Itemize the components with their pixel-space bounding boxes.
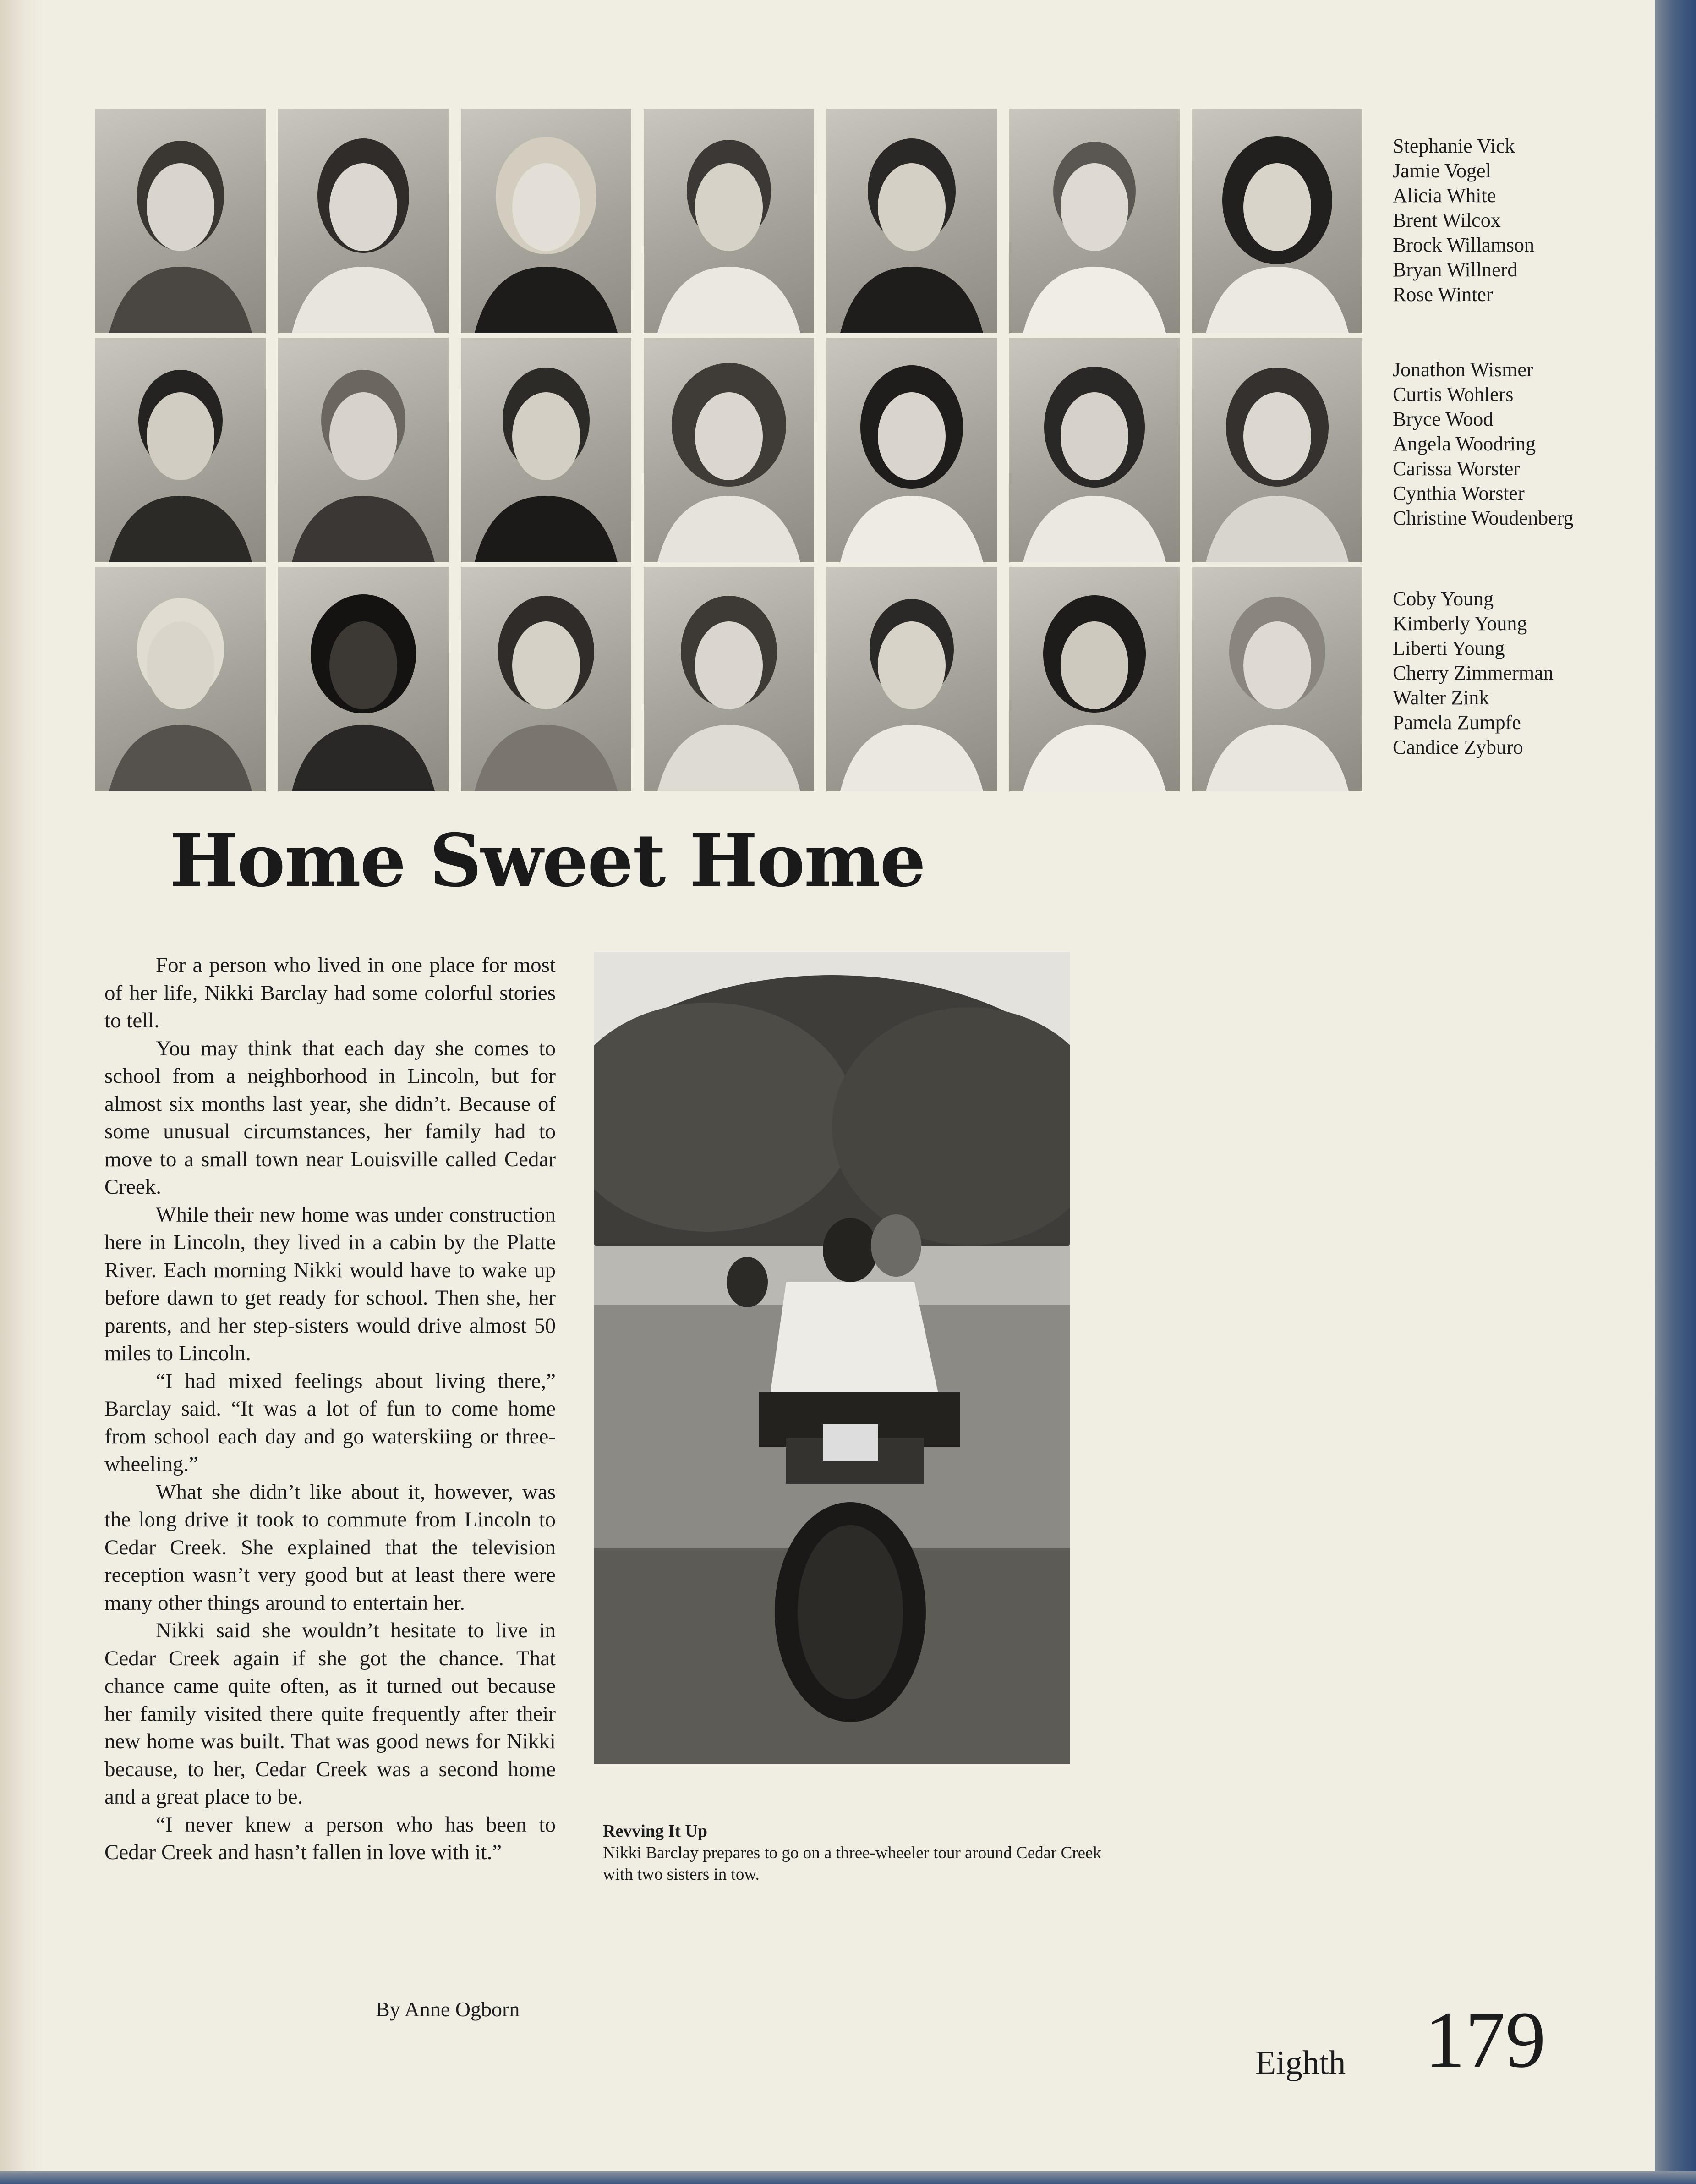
portrait-photo	[95, 109, 266, 333]
article-paragraph: Nikki said she wouldn’t hesitate to live in Cedar Creek again if she got the chance. That chance came quite often, as it turned out because her family visited there quite frequently after their new home was built. That was good news for Nikki because, to her, Cedar Creek was a second home and a great place to be.	[104, 1619, 556, 1809]
portrait-silhouette-icon	[461, 109, 631, 333]
portrait-photo	[826, 109, 997, 333]
book-binding-left	[0, 0, 44, 2184]
student-name: Liberti Young	[1393, 637, 1505, 659]
article-paragraph: You may think that each day she comes to school from a neighborhood in Lincoln, but for almost six months last year, she didn’t. Because of some unusual circumstances, her family had to move to a small town near Louisville called Cedar Creek.	[104, 1036, 556, 1199]
portrait-photo	[644, 109, 814, 333]
portrait-photo	[461, 567, 631, 791]
portrait-photo	[278, 109, 449, 333]
article-headline: Home Sweet Home	[170, 818, 925, 903]
student-name: Christine Woudenberg	[1393, 507, 1574, 529]
book-cover-edge	[1655, 0, 1696, 2184]
student-name: Brent Wilcox	[1393, 209, 1501, 231]
portrait-photo	[461, 109, 631, 333]
student-name: Cherry Zimmerman	[1393, 662, 1554, 684]
portrait-photo	[826, 338, 997, 562]
portrait-silhouette-icon	[278, 109, 449, 333]
student-name: Jonathon Wismer	[1393, 358, 1533, 381]
caption-title: Revving It Up	[603, 1822, 708, 1841]
portrait-silhouette-icon	[644, 109, 814, 333]
article-paragraph: “I never knew a person who has been to Cedar Creek and hasn’t fallen in love with it.”	[104, 1812, 556, 1864]
student-name: Carissa Worster	[1393, 457, 1520, 480]
portrait-row-3	[95, 567, 1362, 791]
feature-photo	[594, 952, 1070, 1764]
portrait-names-row-2	[1393, 357, 1649, 531]
article-byline: By Anne Ogborn	[376, 1997, 520, 2021]
portrait-photo	[1192, 109, 1362, 333]
portrait-silhouette-icon	[278, 338, 449, 562]
portrait-silhouette-icon	[826, 109, 997, 333]
portrait-photo	[95, 338, 266, 562]
portrait-photo	[826, 567, 997, 791]
portrait-silhouette-icon	[1192, 109, 1362, 333]
portrait-silhouette-icon	[95, 567, 266, 791]
student-name: Candice Zyburo	[1393, 736, 1523, 758]
portrait-row-2	[95, 338, 1362, 562]
portrait-grid	[95, 109, 1362, 795]
student-name: Cynthia Worster	[1393, 482, 1525, 505]
article-paragraph: “I had mixed feelings about living there,” Barclay said. “It was a lot of fun to come home from school each day and go waterskiing or three-wheeling.”	[104, 1369, 556, 1476]
student-name: Bryan Willnerd	[1393, 258, 1518, 281]
portrait-silhouette-icon	[1192, 338, 1362, 562]
portrait-row-1	[95, 109, 1362, 333]
photo-caption	[603, 1820, 1107, 1885]
student-name: Angela Woodring	[1393, 433, 1536, 455]
student-name: Stephanie Vick	[1393, 135, 1515, 157]
portrait-silhouette-icon	[1009, 567, 1180, 791]
article-paragraph: What she didn’t like about it, however, was the long drive it took to commute from Lincoln to Cedar Creek. She explained that the television reception wasn’t very good but at least there were many other things around to entertain her.	[104, 1480, 556, 1615]
portrait-silhouette-icon	[461, 338, 631, 562]
portrait-photo	[1192, 567, 1362, 791]
portrait-photo	[1009, 338, 1180, 562]
caption-text: Nikki Barclay prepares to go on a three-wheeler tour around Cedar Creek with two sisters in tow.	[603, 1844, 1101, 1884]
portrait-photo	[461, 338, 631, 562]
student-name: Curtis Wohlers	[1393, 383, 1514, 406]
portrait-silhouette-icon	[278, 567, 449, 791]
student-name: Rose Winter	[1393, 283, 1493, 306]
three-wheeler-photo-icon	[594, 952, 1070, 1764]
student-name: Bryce Wood	[1393, 408, 1494, 430]
student-name: Alicia White	[1393, 184, 1496, 207]
portrait-photo	[644, 567, 814, 791]
portrait-silhouette-icon	[461, 567, 631, 791]
portrait-photo	[644, 338, 814, 562]
student-name: Coby Young	[1393, 587, 1494, 610]
portrait-silhouette-icon	[826, 567, 997, 791]
article-body	[104, 951, 556, 1866]
book-cover-bottom-edge	[0, 2171, 1696, 2184]
article-paragraph: While their new home was under construction here in Lincoln, they lived in a cabin by the Platte River. Each morning Nikki would have to wake up before dawn to get ready for school. Then she, her parents, and her step-sisters would drive almost 50 miles to Lincoln.	[104, 1202, 556, 1365]
portrait-silhouette-icon	[1009, 338, 1180, 562]
portrait-silhouette-icon	[1009, 109, 1180, 333]
portrait-names-row-1	[1393, 134, 1649, 307]
portrait-silhouette-icon	[826, 338, 997, 562]
portrait-photo	[1009, 109, 1180, 333]
portrait-photo	[1009, 567, 1180, 791]
page-number: 179	[1425, 1995, 1546, 2085]
portrait-photo	[1192, 338, 1362, 562]
section-label: Eighth	[1255, 2044, 1346, 2082]
student-name: Pamela Zumpfe	[1393, 711, 1521, 734]
portrait-silhouette-icon	[644, 338, 814, 562]
student-name: Walter Zink	[1393, 686, 1489, 709]
portrait-silhouette-icon	[644, 567, 814, 791]
article-paragraph: For a person who lived in one place for most of her life, Nikki Barclay had some colorful stories to tell.	[104, 953, 556, 1032]
student-name: Kimberly Young	[1393, 612, 1527, 635]
portrait-silhouette-icon	[95, 109, 266, 333]
portrait-silhouette-icon	[95, 338, 266, 562]
student-name: Jamie Vogel	[1393, 159, 1491, 182]
portrait-photo	[278, 338, 449, 562]
portrait-photo	[95, 567, 266, 791]
portrait-names-row-3	[1393, 587, 1649, 760]
portrait-photo	[278, 567, 449, 791]
portrait-silhouette-icon	[1192, 567, 1362, 791]
student-name: Brock Willamson	[1393, 234, 1535, 256]
